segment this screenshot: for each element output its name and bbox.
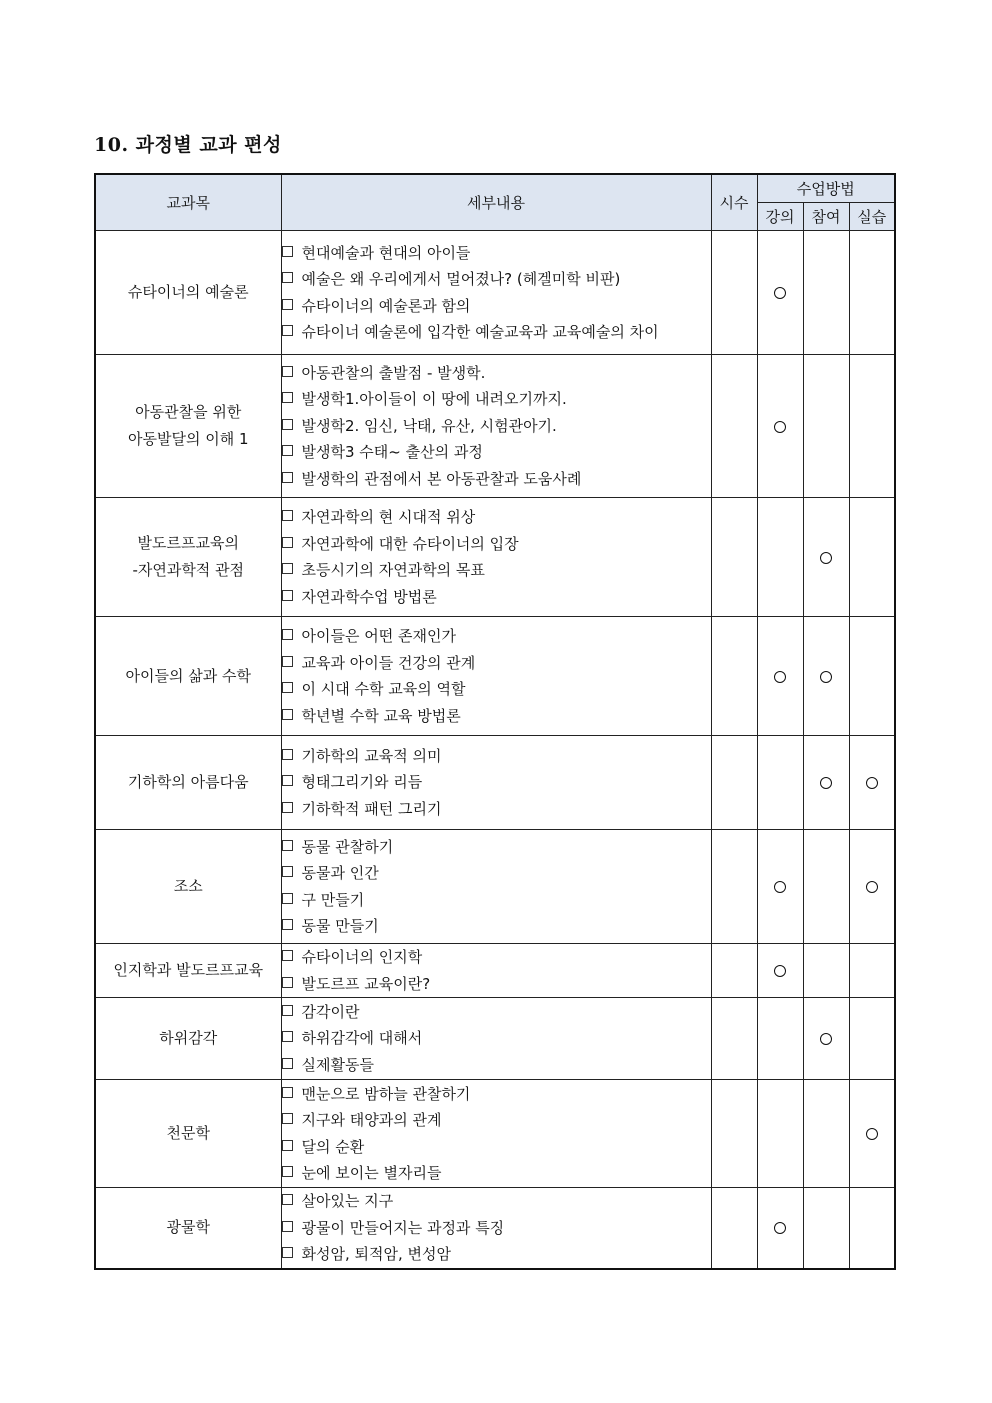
detail-text: 맨눈으로 밤하늘 관찰하기 [301, 1084, 471, 1103]
participation-cell [803, 355, 849, 498]
detail-text: 구 만들기 [301, 890, 365, 909]
detail-item [282, 1215, 711, 1242]
detail-item [282, 1052, 711, 1079]
checkbox-icon [282, 590, 293, 601]
checkbox-icon [282, 893, 293, 904]
checkbox-icon [282, 1005, 293, 1016]
detail-text: 슈타이너의 예술론과 함의 [301, 296, 471, 315]
participation-cell [803, 1188, 849, 1269]
participation-cell [803, 944, 849, 998]
table-body [95, 231, 895, 1269]
lecture-cell [757, 736, 803, 830]
detail-text: 자연과학에 대한 슈타이너의 입장 [301, 534, 519, 553]
subject-cell [95, 1080, 281, 1188]
participation-cell [803, 736, 849, 830]
checkbox-icon [282, 840, 293, 851]
checkbox-icon [282, 629, 293, 640]
detail-text: 지구와 태양과의 관계 [301, 1111, 442, 1129]
detail-text: 예술은 왜 우리에게서 멀어졌나? (헤겔미학 비판) [301, 270, 621, 288]
detail-item [282, 386, 711, 413]
subject-name: -자연과학적 관점 [132, 561, 245, 579]
detail-item [282, 999, 711, 1026]
detail-item [282, 439, 711, 466]
checkbox-icon [282, 510, 293, 521]
table-row [95, 736, 895, 830]
checkbox-icon [282, 1166, 293, 1177]
circle-mark-icon [774, 421, 786, 433]
lecture-cell [757, 1188, 803, 1269]
lecture-cell [757, 998, 803, 1080]
detail-text: 슈타이너의 인지학 [301, 948, 423, 966]
detail-text: 초등시기의 자연과학의 목표 [301, 561, 485, 579]
detail-item [282, 769, 711, 796]
detail-text: 실제활동들 [301, 1055, 374, 1074]
practice-cell [849, 355, 895, 498]
detail-item [282, 703, 711, 730]
checkbox-icon [282, 1221, 293, 1232]
table-row [95, 1188, 895, 1269]
curriculum-table [94, 173, 896, 1270]
detail-item [282, 1134, 711, 1161]
detail-item [282, 1241, 711, 1268]
header-hours: 시수 [711, 174, 757, 231]
table-row [95, 617, 895, 736]
checkbox-icon [282, 272, 293, 283]
subject-cell [95, 617, 281, 736]
detail-item [282, 676, 711, 703]
hours-cell [711, 1188, 757, 1269]
checkbox-icon [282, 246, 293, 257]
table-row [95, 1080, 895, 1188]
detail-cell [281, 355, 711, 498]
detail-text: 발생학의 관점에서 본 아동관찰과 도움사례 [301, 469, 582, 488]
checkbox-icon [282, 537, 293, 548]
detail-item [282, 557, 711, 584]
checkbox-icon [282, 445, 293, 456]
subject-cell [95, 736, 281, 830]
detail-text: 하위감각에 대해서 [301, 1029, 423, 1048]
detail-text: 발생학1.아이들이 이 땅에 내려오기까지. [301, 390, 567, 409]
checkbox-icon [282, 749, 293, 760]
detail-text: 자연과학의 현 시대적 위상 [301, 508, 476, 526]
subject-name: 아동발달의 이해 1 [127, 430, 249, 448]
hours-cell [711, 736, 757, 830]
detail-item [282, 796, 711, 823]
detail-item [282, 1081, 711, 1108]
table-row [95, 830, 895, 944]
detail-cell [281, 617, 711, 736]
subject-name: 광물학 [166, 1218, 210, 1237]
checkbox-icon [282, 419, 293, 430]
checkbox-icon [282, 1113, 293, 1124]
subject-cell [95, 498, 281, 617]
detail-text: 눈에 보이는 별자리들 [301, 1164, 442, 1182]
header-detail: 세부내용 [281, 174, 711, 231]
circle-mark-icon [866, 777, 878, 789]
header-lecture: 강의 [757, 203, 803, 231]
practice-cell [849, 617, 895, 736]
detail-text: 기하학의 교육적 의미 [301, 746, 442, 765]
subject-name: 하위감각 [159, 1029, 218, 1047]
participation-cell [803, 498, 849, 617]
checkbox-icon [282, 709, 293, 720]
subject-cell [95, 231, 281, 355]
hours-cell [711, 830, 757, 944]
practice-cell [849, 998, 895, 1080]
detail-cell [281, 231, 711, 355]
detail-item [282, 971, 711, 998]
detail-text: 감각이란 [301, 1002, 360, 1021]
detail-item [282, 1025, 711, 1052]
detail-item [282, 1160, 711, 1187]
practice-cell [849, 944, 895, 998]
subject-name: 천문학 [166, 1124, 210, 1142]
detail-text: 동물과 인간 [301, 864, 379, 882]
table-row [95, 998, 895, 1080]
checkbox-icon [282, 1247, 293, 1258]
checkbox-icon [282, 682, 293, 693]
practice-cell [849, 736, 895, 830]
circle-mark-icon [820, 777, 832, 789]
practice-cell [849, 498, 895, 617]
detail-item [282, 293, 711, 320]
header-method: 수업방법 [757, 174, 895, 203]
detail-cell [281, 998, 711, 1080]
detail-text: 발생학2. 임신, 낙태, 유산, 시험관아기. [301, 416, 557, 435]
detail-item [282, 504, 711, 531]
circle-mark-icon [866, 881, 878, 893]
lecture-cell [757, 355, 803, 498]
subject-name: 아이들의 삶과 수학 [125, 666, 251, 685]
circle-mark-icon [820, 671, 832, 683]
table-row [95, 355, 895, 498]
participation-cell [803, 998, 849, 1080]
detail-text: 동물 관찰하기 [301, 837, 394, 856]
hours-cell [711, 231, 757, 355]
hours-cell [711, 1080, 757, 1188]
participation-cell [803, 1080, 849, 1188]
checkbox-icon [282, 656, 293, 667]
checkbox-icon [282, 366, 293, 377]
hours-cell [711, 355, 757, 498]
table-row [95, 231, 895, 355]
checkbox-icon [282, 950, 293, 961]
circle-mark-icon [774, 287, 786, 299]
checkbox-icon [282, 1140, 293, 1151]
table-row [95, 944, 895, 998]
detail-item [282, 531, 711, 558]
circle-mark-icon [774, 1222, 786, 1234]
practice-cell [849, 830, 895, 944]
detail-cell [281, 1080, 711, 1188]
checkbox-icon [282, 866, 293, 877]
practice-cell [849, 1188, 895, 1269]
detail-text: 아동관찰의 출발점 - 발생학. [301, 363, 486, 382]
detail-text: 형태그리기와 리듬 [301, 773, 423, 792]
detail-text: 현대예술과 현대의 아이들 [301, 243, 471, 262]
hours-cell [711, 998, 757, 1080]
detail-cell [281, 830, 711, 944]
detail-item [282, 1107, 711, 1134]
checkbox-icon [282, 919, 293, 930]
detail-cell [281, 944, 711, 998]
detail-item [282, 360, 711, 387]
detail-cell [281, 1188, 711, 1269]
checkbox-icon [282, 563, 293, 574]
circle-mark-icon [820, 1033, 832, 1045]
subject-name: 인지학과 발도르프교육 [113, 961, 264, 979]
checkbox-icon [282, 1087, 293, 1098]
checkbox-icon [282, 775, 293, 786]
subject-cell [95, 944, 281, 998]
checkbox-icon [282, 325, 293, 336]
detail-text: 화성암, 퇴적암, 변성암 [301, 1245, 451, 1263]
subject-name: 기하학의 아름다움 [127, 773, 249, 791]
detail-text: 교육과 아이들 건강의 관계 [301, 653, 476, 672]
subject-cell [95, 1188, 281, 1269]
lecture-cell [757, 830, 803, 944]
detail-text: 광물이 만들어지는 과정과 특징 [301, 1218, 505, 1237]
checkbox-icon [282, 299, 293, 310]
detail-item [282, 743, 711, 770]
lecture-cell [757, 231, 803, 355]
detail-text: 자연과학수업 방법론 [301, 587, 437, 606]
hours-cell [711, 944, 757, 998]
circle-mark-icon [820, 552, 832, 564]
detail-item [282, 887, 711, 914]
detail-item [282, 860, 711, 887]
checkbox-icon [282, 1058, 293, 1069]
detail-text: 슈타이너 예술론에 입각한 예술교육과 교육예술의 차이 [301, 323, 659, 341]
practice-cell [849, 231, 895, 355]
lecture-cell [757, 498, 803, 617]
detail-text: 기하학적 패턴 그리기 [301, 799, 442, 818]
lecture-cell [757, 617, 803, 736]
circle-mark-icon [774, 671, 786, 683]
hours-cell [711, 617, 757, 736]
participation-cell [803, 830, 849, 944]
lecture-cell [757, 944, 803, 998]
subject-name: 아동관찰을 위한 [135, 403, 242, 421]
hours-cell [711, 498, 757, 617]
detail-cell [281, 736, 711, 830]
detail-item [282, 1188, 711, 1215]
detail-item [282, 623, 711, 650]
detail-item [282, 834, 711, 861]
detail-text: 발생학3 수태~ 출산의 과정 [301, 443, 483, 462]
subject-cell [95, 355, 281, 498]
detail-item [282, 650, 711, 677]
detail-item [282, 944, 711, 971]
circle-mark-icon [774, 881, 786, 893]
practice-cell [849, 1080, 895, 1188]
circle-mark-icon [866, 1128, 878, 1140]
detail-text: 살아있는 지구 [301, 1192, 394, 1210]
checkbox-icon [282, 1031, 293, 1042]
detail-item [282, 584, 711, 611]
lecture-cell [757, 1080, 803, 1188]
page-title: 10. 과정별 교과 편성 [94, 134, 282, 156]
subject-name: 조소 [173, 877, 203, 895]
subject-name: 발도르프교육의 [137, 534, 239, 552]
detail-text: 동물 만들기 [301, 917, 379, 935]
checkbox-icon [282, 802, 293, 813]
detail-item [282, 466, 711, 493]
header-subject: 교과목 [95, 174, 281, 231]
table-row [95, 498, 895, 617]
header-practice: 실습 [849, 203, 895, 231]
checkbox-icon [282, 472, 293, 483]
subject-name: 슈타이너의 예술론 [127, 283, 249, 301]
detail-item [282, 240, 711, 267]
subject-cell [95, 830, 281, 944]
participation-cell [803, 617, 849, 736]
detail-text: 학년별 수학 교육 방법론 [301, 706, 461, 725]
detail-item [282, 413, 711, 440]
detail-item [282, 266, 711, 293]
checkbox-icon [282, 392, 293, 403]
checkbox-icon [282, 1194, 293, 1205]
detail-cell [281, 498, 711, 617]
detail-item [282, 913, 711, 940]
circle-mark-icon [774, 965, 786, 977]
detail-text: 이 시대 수학 교육의 역할 [301, 680, 466, 698]
detail-text: 달의 순환 [301, 1137, 365, 1156]
detail-text: 아이들은 어떤 존재인가 [301, 627, 456, 645]
checkbox-icon [282, 977, 293, 988]
participation-cell [803, 231, 849, 355]
header-participation: 참여 [803, 203, 849, 231]
detail-item [282, 319, 711, 346]
subject-cell [95, 998, 281, 1080]
detail-text: 발도르프 교육이란? [301, 974, 431, 993]
